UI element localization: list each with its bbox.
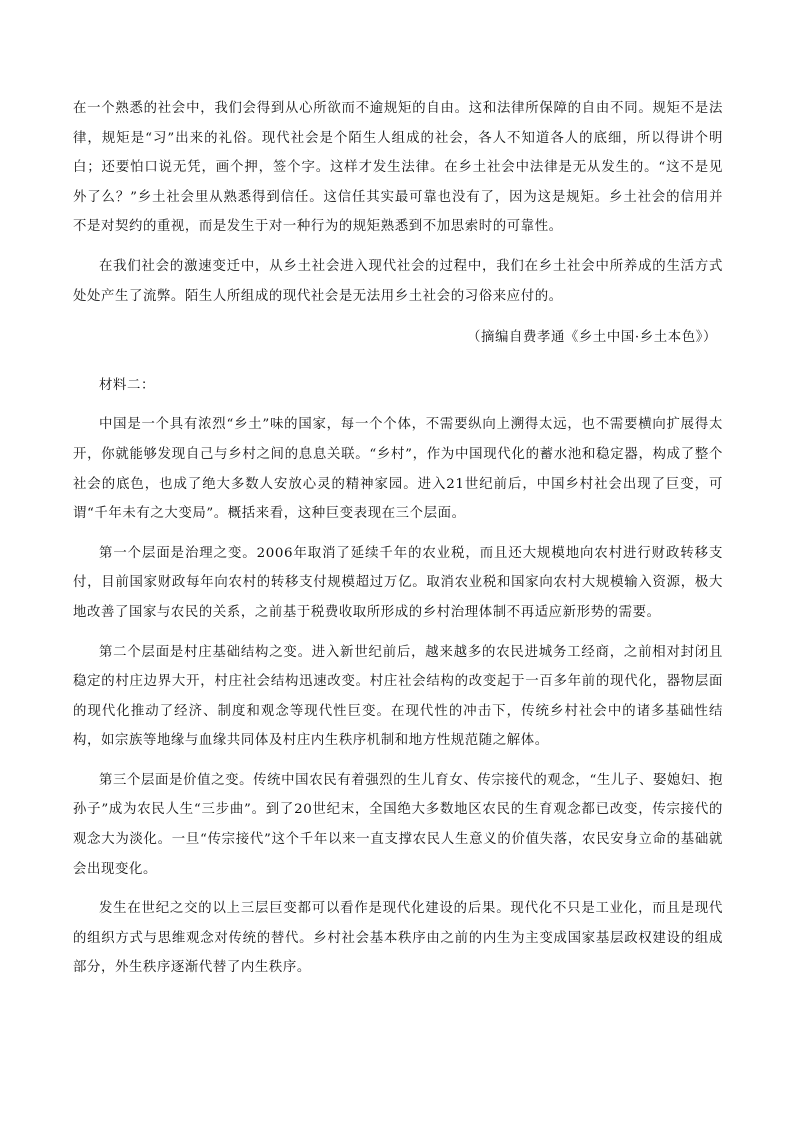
material2-label: 材料二： bbox=[99, 377, 155, 393]
material2-paragraph-2: 第一个层面是治理之变。2006年取消了延续千年的农业税，而且还大规模地向农村进行财政转移支付，目前国家财政每年向农村的转移支付规模超过万亿。取消农业税和国家向农村大规模输入资源，极大地改善了国家与农民的关系，之前基于税费收取所形成的乡村治理体制不再适应新形势的需要。 bbox=[73, 545, 723, 620]
material2-paragraph-1: 中国是一个具有浓烈“乡土”味的国家，每一个个体，不需要纵向上溯得太远，也不需要横向扩展得太开，你就能够发现自己与乡村之间的息息关联。“乡村”，作为中国现代化的蓄水池和稳定器，构成了整个社会的底色，也成了绝大多数人安放心灵的精神家园。进入21世纪前后，中国乡村社会出现了巨变，可谓“千年未有之大变局”。概括来看，这种巨变表现在三个层面。 bbox=[73, 417, 723, 522]
material2-paragraph-5: 发生在世纪之交的以上三层巨变都可以看作是现代化建设的后果。现代化不只是工业化，而且是现代的组织方式与思维观念对传统的替代。乡村社会基本秩序由之前的内生为主变成国家基层政权建设的组成部分，外生秩序逐渐代替了内生秩序。 bbox=[73, 901, 723, 976]
source-note: （摘编自费孝通《乡土中国·乡土本色》） bbox=[467, 330, 717, 346]
material1-paragraph-1: 在一个熟悉的社会中，我们会得到从心所欲而不逾规矩的自由。这和法律所保障的自由不同。规矩不是法律，规矩是“习”出来的礼俗。现代社会是个陌生人组成的社会，各人不知道各人的底细，所以得讲个明白；还要怕口说无凭，画个押，签个字。这样才发生法律。在乡土社会中法律是无从发生的。“这不是见外了么？”乡土社会里从熟悉得到信任。这信任其实最可靠也没有了，因为这是规矩。乡土社会的信用并不是对契约的重视，而是发生于对一种行为的规矩熟悉到不加思索时的可靠性。 bbox=[73, 101, 723, 235]
document-page bbox=[73, 94, 723, 983]
material2-paragraph-4: 第三个层面是价值之变。传统中国农民有着强烈的生儿育女、传宗接代的观念，“生儿子、娶媳妇、抱孙子”成为农民人生“三步曲”。到了20世纪末，全国绝大多数地区农民的生育观念都已改变，传宗接代的观念大为淡化。一旦“传宗接代”这个千年以来一直支撑农民人生意义的价值失落，农民安身立命的基础就会出现变化。 bbox=[73, 772, 723, 877]
material1-paragraph-2: 在我们社会的激速变迁中，从乡土社会进入现代社会的过程中，我们在乡土社会中所养成的生活方式处处产生了流弊。陌生人所组成的现代社会是无法用乡土社会的习俗来应付的。 bbox=[73, 258, 723, 304]
material2-paragraph-3: 第二个层面是村庄基础结构之变。进入新世纪前后，越来越多的农民进城务工经商，之前相对封闭且稳定的村庄边界大开，村庄社会结构迅速改变。村庄社会结构的改变起于一百多年前的现代化，器物层面的现代化推动了经济、制度和观念等现代性巨变。在现代性的冲击下，传统乡村社会中的诸多基础性结构，如宗族等地缘与血缘共同体及村庄内生秩序机制和地方性规范随之解体。 bbox=[73, 644, 723, 749]
